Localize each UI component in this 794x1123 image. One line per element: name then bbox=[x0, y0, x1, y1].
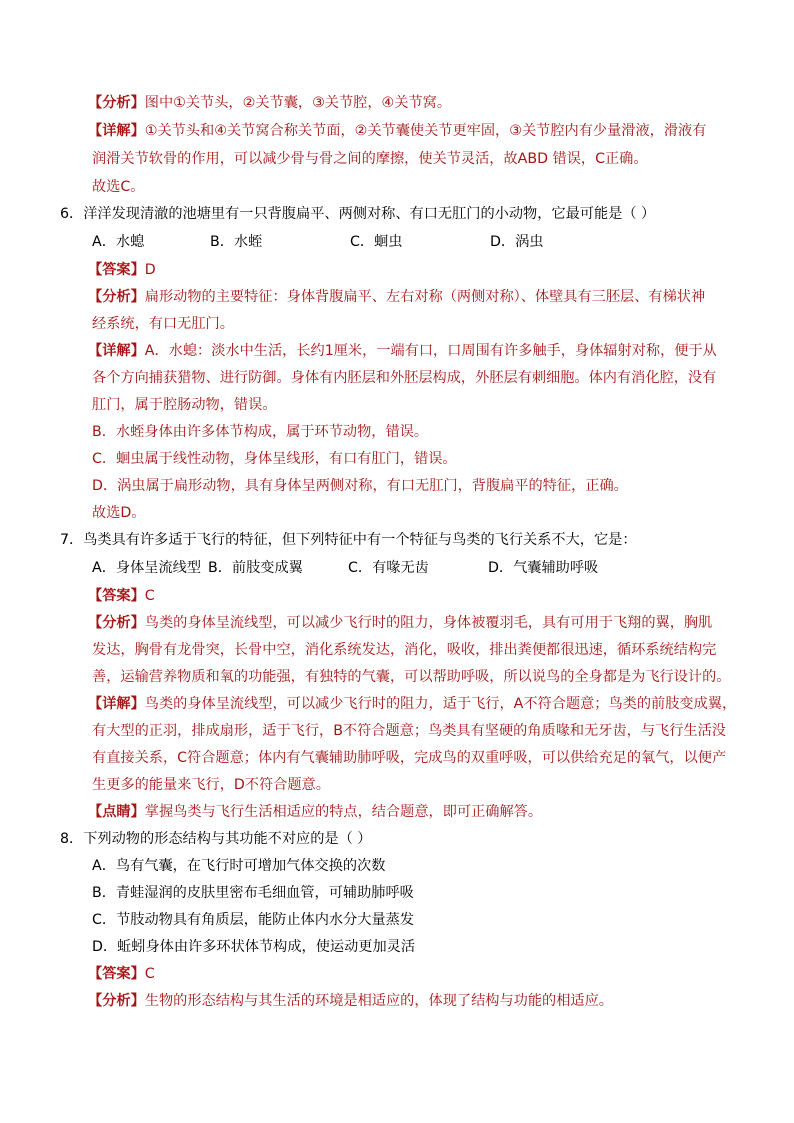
text-line bbox=[92, 368, 716, 388]
line-text: ①关节头和④关节窝合称关节面，②关节囊使关节更牢固，③关节腔内有少量滑液，滑液有 bbox=[144, 123, 707, 139]
line-text: 各个方向捕获猎物、进行防御。身体有内胚层和外胚层构成，外胚层有刺细胞。体内有消化腔，没有 bbox=[92, 370, 717, 386]
line-text: 有直接关系，C符合题意；体内有气囊辅助肺呼吸，完成鸟的双重呼吸，可以供给充足的氧气，以便产 bbox=[92, 750, 727, 766]
line-text: 发达，胸骨有龙骨突，长骨中空，消化系统发达，消化，吸收，排出粪便都很迅速，循环系统结构完 bbox=[92, 642, 717, 658]
labeled-text-line bbox=[88, 287, 705, 307]
line-text: 图中①关节头，②关节囊，③关节腔，④关节窝。 bbox=[144, 95, 452, 111]
line-text: C bbox=[144, 588, 155, 604]
line-text: 6．洋洋发现清澈的池塘里有一只背腹扁平、两侧对称、有口无肛门的小动物，它最可能是（ ） bbox=[60, 206, 656, 222]
line-text: 故选C。 bbox=[92, 179, 145, 195]
line-text: 生物的形态结构与其生活的环境是相适应的，体现了结构与功能的相适应。 bbox=[144, 993, 613, 1009]
choice-option: D．涡虫 bbox=[490, 234, 544, 250]
text-line bbox=[92, 856, 385, 876]
text-line bbox=[60, 829, 371, 849]
choice-option: C．蛔虫 bbox=[350, 234, 403, 250]
labeled-text-line bbox=[88, 991, 613, 1011]
line-text: A．鸟有气囊，在飞行时可增加气体交换的次数 bbox=[92, 858, 386, 874]
line-text: 润滑关节软骨的作用，可以减少骨与骨之间的摩擦，使关节灵活，故ABD 错误，C正确。 bbox=[92, 151, 648, 167]
section-tag: 【详解】 bbox=[88, 123, 145, 139]
line-text: 有大型的正羽，排成扇形，适于飞行，B不符合题意；鸟类具有坚硬的角质喙和无牙齿，与飞行生活没 bbox=[92, 723, 726, 739]
line-text: D bbox=[144, 262, 156, 278]
text-line bbox=[92, 422, 428, 442]
labeled-text-line bbox=[88, 586, 155, 606]
labeled-text-line bbox=[88, 341, 717, 361]
text-line bbox=[92, 395, 276, 415]
choice-option: D．气囊辅助呼吸 bbox=[488, 560, 599, 576]
text-line bbox=[92, 640, 716, 660]
section-tag: 【详解】 bbox=[88, 343, 145, 359]
section-tag: 【分析】 bbox=[88, 993, 145, 1009]
line-text: B．水蛭身体由许多体节构成，属于环节动物，错误。 bbox=[92, 424, 429, 440]
line-text: 善，运输营养物质和氧的功能强，有独特的气囊，可以帮助呼吸，所以说鸟的全身都是为飞行设计的。 bbox=[92, 669, 731, 685]
line-text: C．节肢动物具有角质层，能防止体内水分大量蒸发 bbox=[92, 912, 415, 928]
labeled-text-line bbox=[88, 694, 736, 714]
section-tag: 【答案】 bbox=[88, 588, 145, 604]
line-text: 肛门，属于腔肠动物，错误。 bbox=[92, 397, 277, 413]
choice-option: B．水蛭 bbox=[210, 234, 263, 250]
text-line bbox=[92, 149, 648, 169]
line-text: 鸟类的身体呈流线型，可以减少飞行时的阻力，适于飞行，A不符合题意；鸟类的前肢变成翼， bbox=[144, 696, 737, 712]
choice-option: B．前肢变成翼 bbox=[208, 560, 303, 576]
choice-options-row bbox=[92, 558, 618, 578]
labeled-text-line bbox=[88, 613, 712, 633]
section-tag: 【详解】 bbox=[88, 696, 145, 712]
choice-options-row bbox=[92, 232, 590, 252]
section-tag: 【答案】 bbox=[88, 262, 145, 278]
section-tag: 【分析】 bbox=[88, 289, 145, 305]
labeled-text-line bbox=[88, 260, 156, 280]
text-line bbox=[60, 530, 637, 550]
text-line bbox=[60, 204, 655, 224]
line-text: 故选D。 bbox=[92, 505, 146, 521]
text-line bbox=[92, 177, 144, 197]
line-text: 扁形动物的主要特征：身体背腹扁平、左右对称（两侧对称）、体壁具有三胚层、有梯状神 bbox=[144, 289, 706, 305]
line-text: C bbox=[144, 966, 155, 982]
text-line bbox=[92, 883, 414, 903]
text-line bbox=[92, 937, 415, 957]
choice-option: A．水螅 bbox=[92, 234, 145, 250]
text-line bbox=[92, 667, 730, 687]
text-line bbox=[92, 910, 414, 930]
line-text: 7．鸟类具有许多适于飞行的特征，但下列特征中有一个特征与鸟类的飞行关系不大，它是： bbox=[60, 532, 637, 548]
text-line bbox=[92, 748, 726, 768]
line-text: 鸟类的身体呈流线型，可以减少飞行时的阻力，身体被覆羽毛，具有可用于飞翔的翼，胸肌 bbox=[144, 615, 713, 631]
choice-option: C．有喙无齿 bbox=[348, 560, 429, 576]
line-text: D．涡虫属于扁形动物，具有身体呈两侧对称，有口无肛门，背腹扁平的特征，正确。 bbox=[92, 478, 628, 494]
text-line bbox=[92, 721, 726, 741]
text-line bbox=[92, 775, 330, 795]
line-text: 经系统，有口无肛门。 bbox=[92, 316, 234, 332]
labeled-text-line bbox=[88, 964, 155, 984]
line-text: B．青蛙湿润的皮肤里密布毛细血管，可辅助肺呼吸 bbox=[92, 885, 414, 901]
line-text: D．蚯蚓身体由许多环状体节构成，使运动更加灵活 bbox=[92, 939, 416, 955]
text-line bbox=[92, 476, 628, 496]
labeled-text-line bbox=[88, 802, 542, 822]
labeled-text-line bbox=[88, 121, 706, 141]
section-tag: 【分析】 bbox=[88, 95, 145, 111]
line-text: 生更多的能量来飞行，D不符合题意。 bbox=[92, 777, 330, 793]
line-text: 8．下列动物的形态结构与其功能不对应的是（ ） bbox=[60, 831, 372, 847]
section-tag: 【分析】 bbox=[88, 615, 145, 631]
text-line bbox=[92, 503, 146, 523]
line-text: 掌握鸟类与飞行生活相适应的特点，结合题意，即可正确解答。 bbox=[144, 804, 543, 820]
text-line bbox=[92, 314, 234, 334]
section-tag: 【点睛】 bbox=[88, 804, 145, 820]
line-text: C．蛔虫属于线性动物，身体呈线形，有口有肛门，错误。 bbox=[92, 451, 457, 467]
labeled-text-line bbox=[88, 93, 451, 113]
line-text: A．水螅：淡水中生活，长约1厘米，一端有口，口周围有许多触手，身体辐射对称，便于从 bbox=[144, 343, 717, 359]
choice-option: A．身体呈流线型 bbox=[92, 560, 202, 576]
text-line bbox=[92, 449, 457, 469]
section-tag: 【答案】 bbox=[88, 966, 145, 982]
